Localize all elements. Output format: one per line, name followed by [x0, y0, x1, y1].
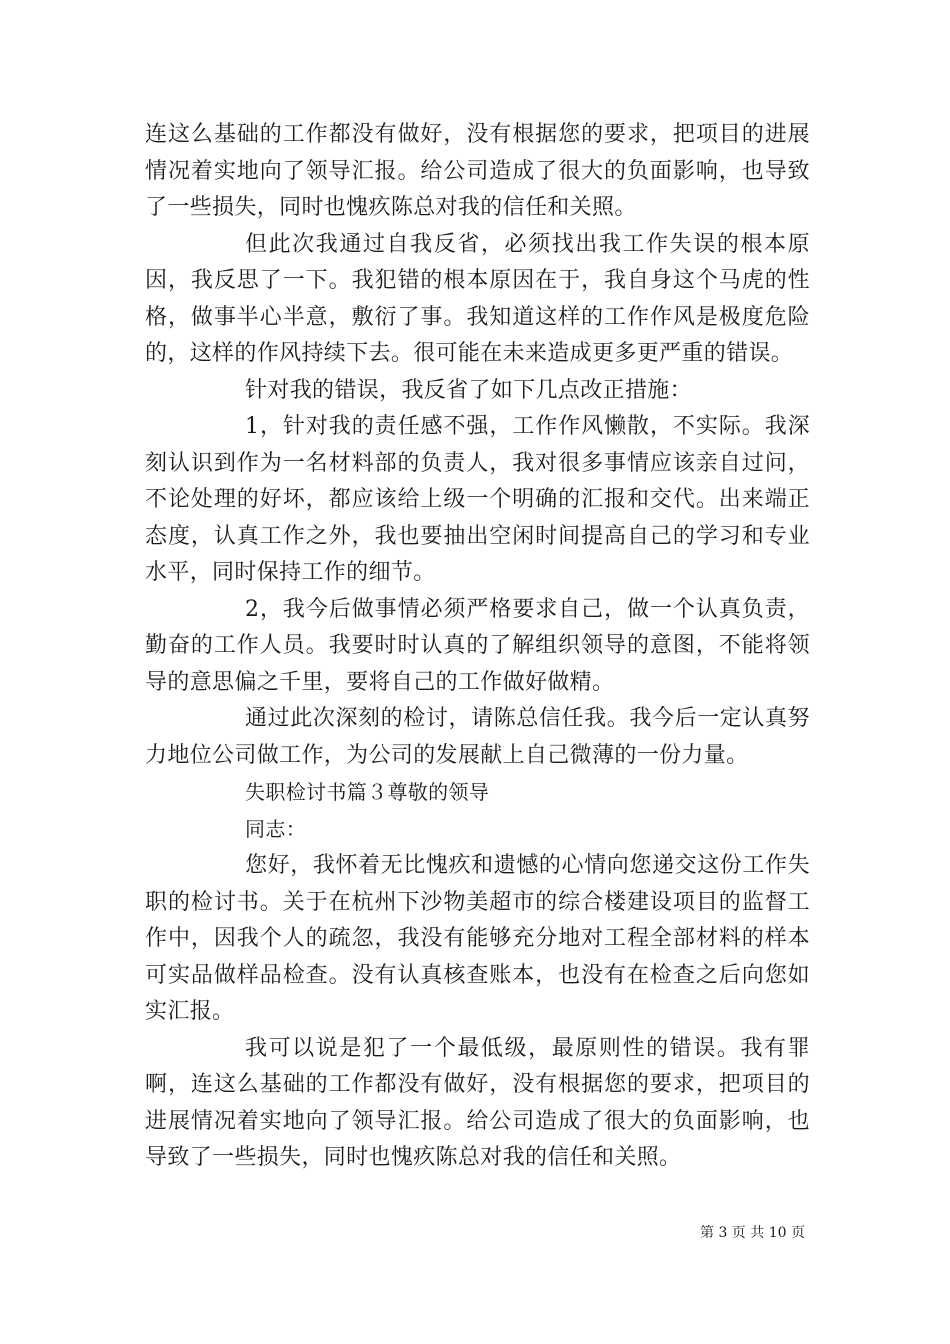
- paragraph-2: 但此次我通过自我反省，必须找出我工作失误的根本原因，我反思了一下。我犯错的根本原因在于，我自身这个马虎的性格，做事半心半意，敷衍了事。我知道这样的工作作风是极度危险的，这样的作风持续下去。很可能在未来造成更多更严重的错误。: [145, 231, 810, 366]
- section-heading: 失职检讨书篇３尊敬的领导: [245, 780, 490, 804]
- paragraph-4: 1，针对我的责任感不强，工作作风懒散，不实际。我深刻认识到作为一名材料部的负责人，我对很多事情应该亲自过问，不论处理的好坏，都应该给上级一个明确的汇报和交代。出来端正态度，认真工作之外，我也要抽出空闲时间提高自己的学习和专业水平，同时保持工作的细节。: [145, 414, 810, 585]
- paragraph-6: 通过此次深刻的检讨，请陈总信任我。我今后一定认真努力地位公司做工作，为公司的发展献上自己微薄的一份力量。: [145, 706, 810, 768]
- body-text: [145, 117, 810, 1177]
- paragraph-5: 2，我今后做事情必须严格要求自己，做一个认真负责，勤奋的工作人员。我要时时认真的了解组织领导的意图，不能将领导的意思偏之千里，要将自己的工作做好做精。: [145, 596, 810, 695]
- paragraph-9: 您好，我怀着无比愧疚和遗憾的心情向您递交这份工作失职的检讨书。关于在杭州下沙物美超市的综合楼建设项目的监督工作中，因我个人的疏忽，我没有能够充分地对工程全部材料的样本可实品做样品检查。没有认真核查账本，也没有在检查之后向您如实汇报。: [145, 853, 810, 1024]
- paragraph-3: 针对我的错误，我反省了如下几点改正措施：: [245, 377, 693, 403]
- paragraph-1: 连这么基础的工作都没有做好，没有根据您的要求，把项目的进展情况着实地向了领导汇报。给公司造成了很大的负面影响，也导致了一些损失，同时也愧疚陈总对我的信任和关照。: [145, 122, 810, 220]
- paragraph-10: 我可以说是犯了一个最低级，最原则性的错误。我有罪啊，连这么基础的工作都没有做好，没有根据您的要求，把项目的进展情况着实地向了领导汇报。给公司造成了很大的负面影响，也导致了一些损失，同时也愧疚陈总对我的信任和关照。: [145, 1035, 810, 1170]
- page-number-footer: 第 3 页 共 10 页: [700, 1225, 805, 1241]
- salutation: 同志：: [245, 817, 307, 841]
